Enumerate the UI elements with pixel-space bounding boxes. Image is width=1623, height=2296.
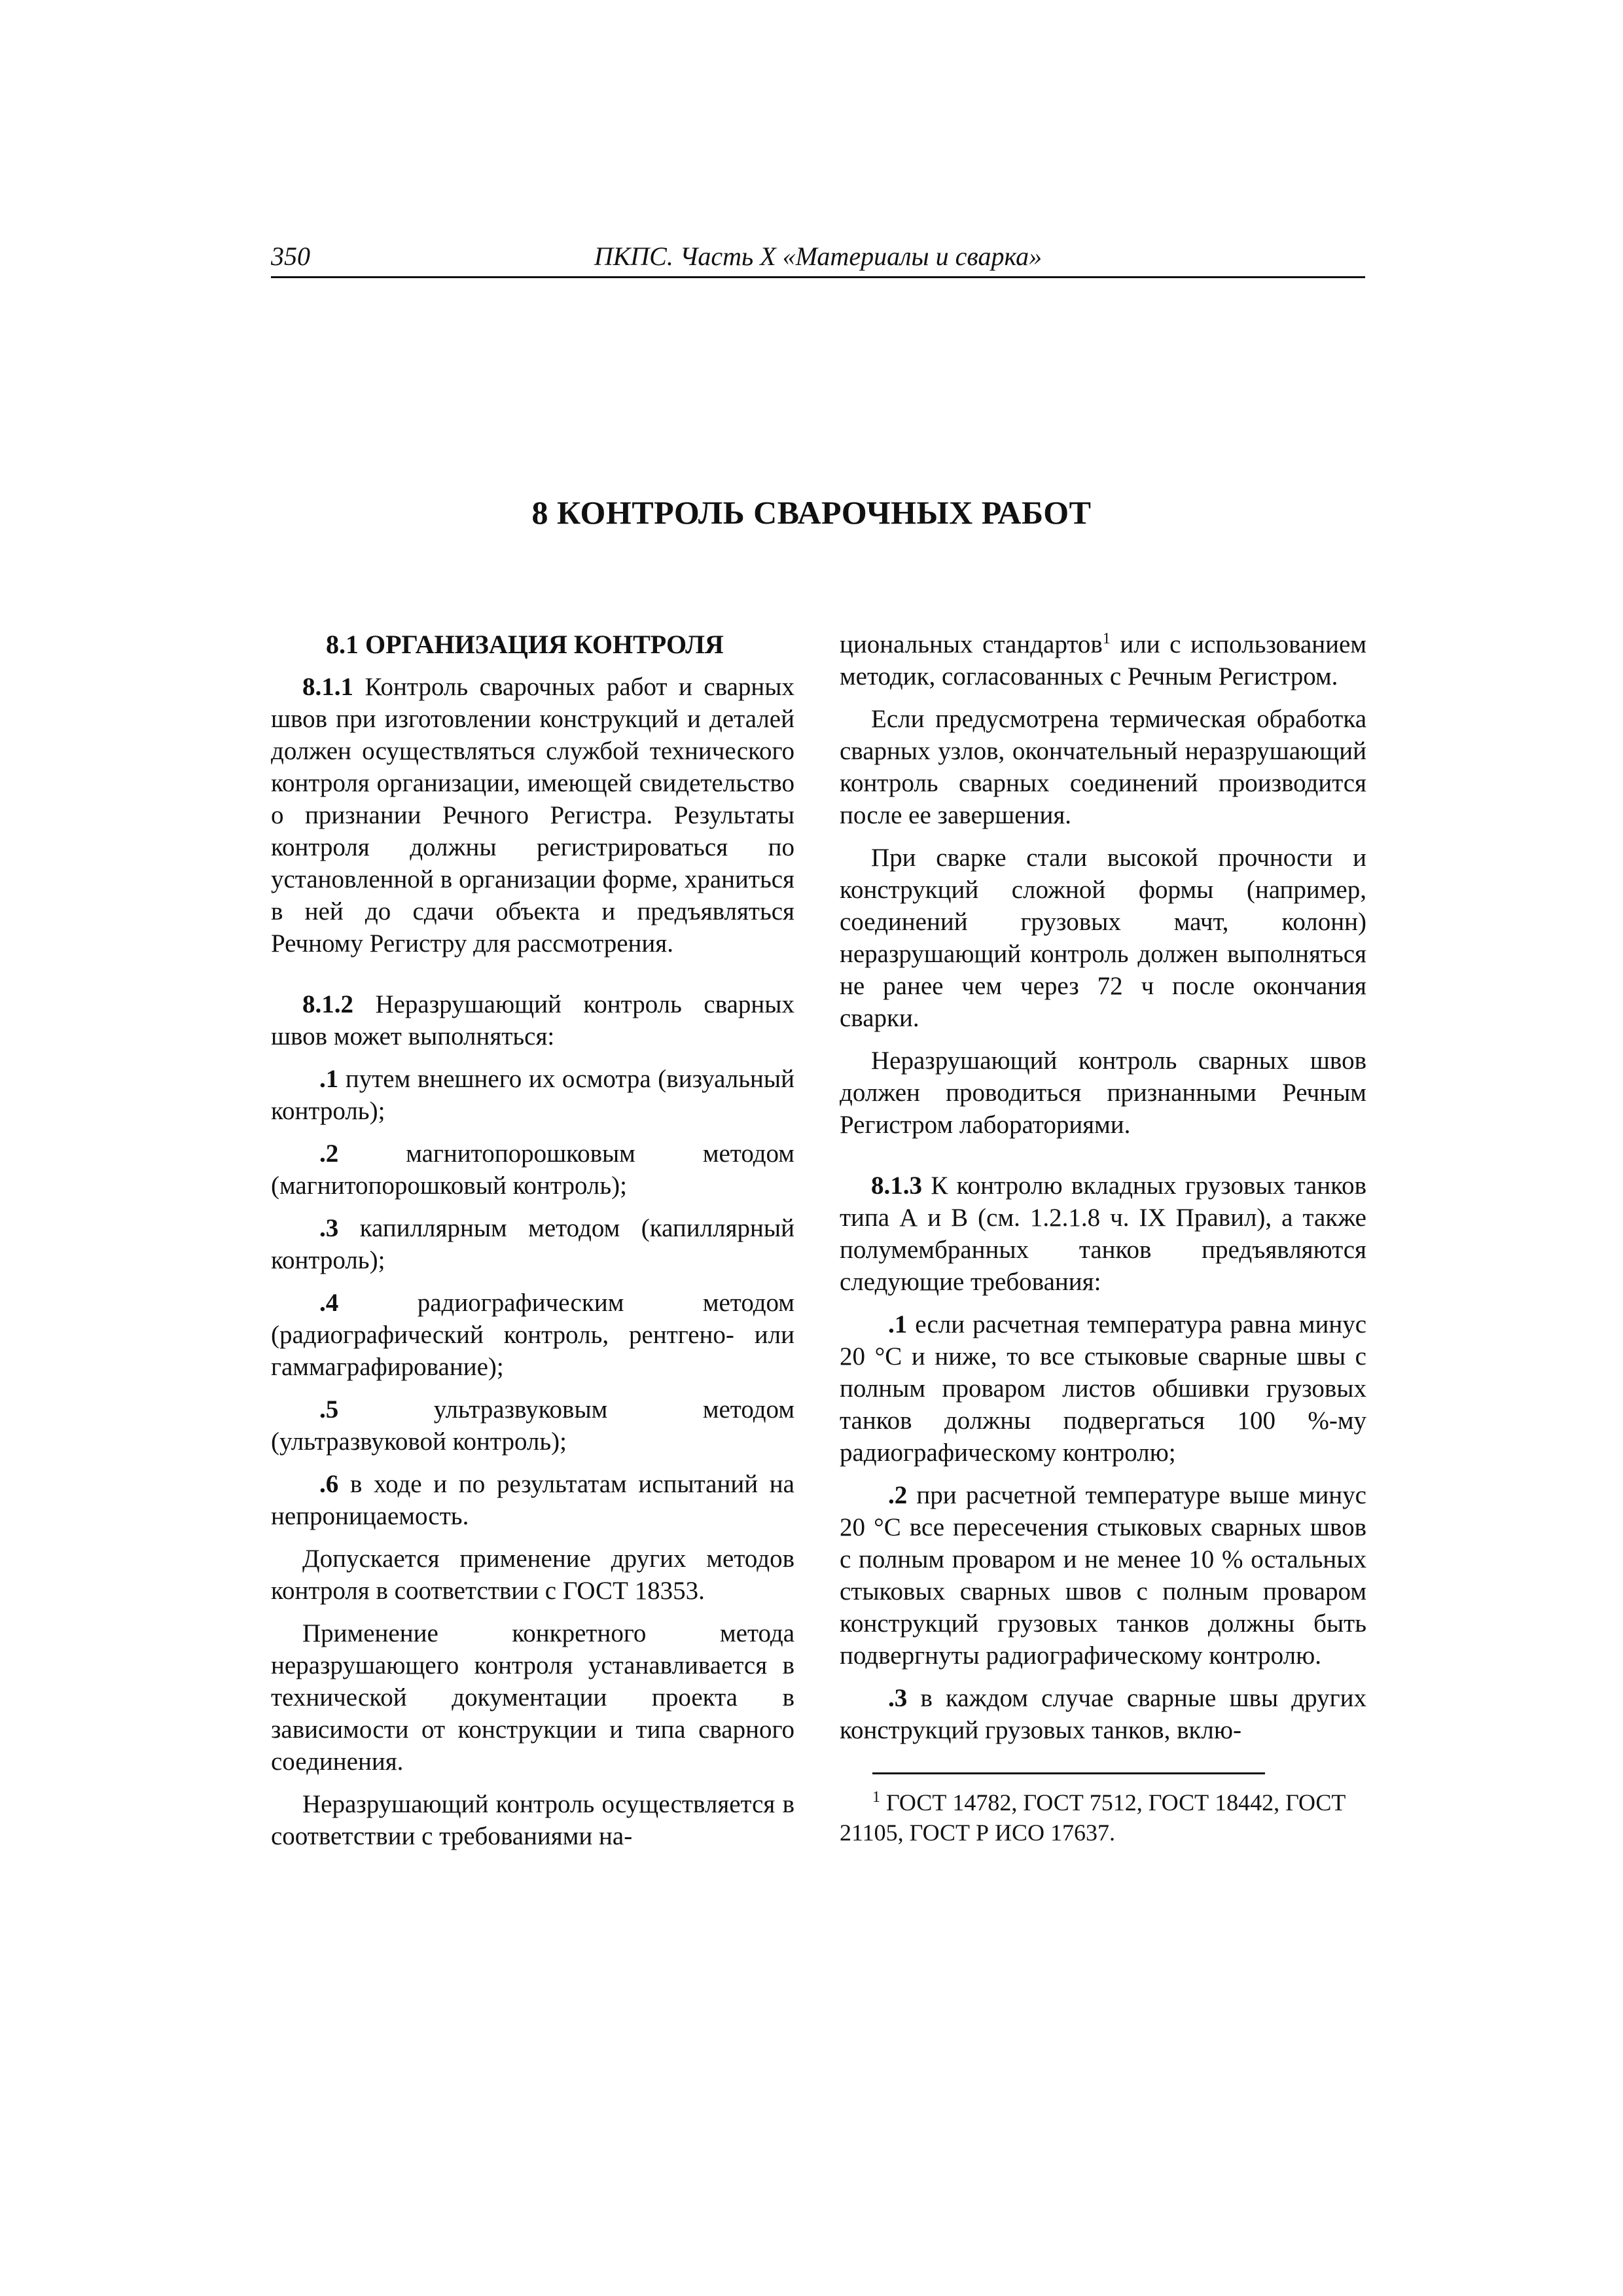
running-title: ПКПС. Часть X «Материалы и сварка» [594, 242, 1043, 271]
list-item [271, 1212, 794, 1276]
item-number: .3 [888, 1684, 908, 1712]
footnote-reference: 1 [1102, 630, 1111, 647]
footnote-text: ГОСТ 14782, ГОСТ 7512, ГОСТ 18442, ГОСТ 21105, ГОСТ Р ИСО 17637. [840, 1789, 1346, 1846]
item-number: .2 [888, 1481, 908, 1509]
item-text: если расчетная температура равна минус 20 °C и ниже, то все стыковые сварные швы с полным проваром листов обшивки грузовых танков должны подвергаться 100 %-му радиографическому контролю; [840, 1310, 1366, 1467]
paragraph-heat-treatment: Если предусмотрена термическая обработка сварных узлов, окончательный неразрушающий контроль сварных соединений производится после ее завершения. [840, 705, 1366, 829]
item-number: .2 [319, 1139, 339, 1168]
item-text: путем внешнего их осмотра (визуальный контроль); [271, 1065, 794, 1125]
item-number: .6 [319, 1470, 339, 1498]
item-text: в ходе и по результатам испытаний на непроницаемость. [271, 1470, 794, 1530]
item-text: радиографическим методом (радиографический контроль, рентгено- или гаммаграфирование); [271, 1289, 794, 1381]
paragraph-8-1-2 [271, 988, 794, 1052]
paragraph-other-methods: Допускается применение других методов контроля в соответствии с ГОСТ 18353. [271, 1545, 794, 1605]
chapter-title: 8 КОНТРОЛЬ СВАРОЧНЫХ РАБОТ [531, 494, 1092, 531]
clause-number: 8.1.2 [302, 990, 353, 1018]
paragraph-text: циональных стандартов [840, 630, 1103, 658]
footnote-divider [872, 1772, 1265, 1774]
right-column [840, 628, 1366, 1858]
list-item [271, 1063, 794, 1127]
paragraph-8-1-3 [840, 1170, 1366, 1298]
list-item [271, 1393, 794, 1458]
list-item [840, 1682, 1366, 1746]
left-column [271, 628, 794, 1863]
paragraph-text: или с использованием методик, согласованных с Речным Регистром. [840, 630, 1366, 691]
clause-number: 8.1.3 [871, 1172, 922, 1200]
footnote-mark: 1 [872, 1789, 880, 1806]
item-number: .3 [319, 1214, 339, 1242]
item-number: .4 [319, 1289, 339, 1317]
clause-number: 8.1.1 [302, 673, 353, 701]
item-number: .5 [319, 1395, 339, 1424]
paragraph-text: Контроль сварочных работ и сварных швов при изготовлении конструкций и деталей должен осуществляться службой технического контроля организации, имеющей свидетельство о признании Речного Регистра. Результаты контроля должны регистрироваться по установленной в организации форме, храниться в ней до сдачи объекта и предъявляться Речному Регистру для рассмотрения. [271, 673, 794, 958]
item-text: капиллярным методом (капиллярный контроль); [271, 1214, 794, 1274]
item-text: в каждом случае сварные швы других конструкций грузовых танков, вклю- [840, 1684, 1366, 1744]
paragraph-text: Неразрушающий контроль сварных швов может выполняться: [271, 990, 794, 1050]
paragraph-method-choice: Применение конкретного метода неразрушающего контроля устанавливается в технической документации проекта в зависимости от конструкции и типа сварного соединения. [271, 1619, 794, 1776]
item-number: .1 [319, 1065, 339, 1093]
paragraph-laboratories: Неразрушающий контроль сварных швов должен проводиться признанными Речным Регистром лабораториями. [840, 1047, 1366, 1139]
section-title: 8.1 ОРГАНИЗАЦИЯ КОНТРОЛЯ [326, 630, 724, 659]
paragraph-text: К контролю вкладных грузовых танков типа А и В (см. 1.2.1.8 ч. IX Правил), а также полумембранных танков предъявляются следующие требования: [840, 1172, 1366, 1296]
item-number: .1 [888, 1310, 908, 1338]
list-item [840, 1479, 1366, 1672]
item-text: магнитопорошковым методом (магнитопорошковый контроль); [271, 1139, 794, 1200]
item-text: ультразвуковым методом (ультразвуковой контроль); [271, 1395, 794, 1456]
item-text: при расчетной температуре выше минус 20 °C все пересечения стыковых сварных швов с полным проваром и не менее 10 % остальных стыковых сварных швов с полным проваром конструкций грузовых танков должны быть подвергнуты радиографическому контролю. [840, 1481, 1366, 1670]
paragraph-continuation [840, 628, 1366, 692]
list-item [840, 1308, 1366, 1469]
list-item [271, 1287, 794, 1383]
page-header [271, 237, 1365, 278]
list-item [271, 1138, 794, 1202]
paragraph-8-1-1 [271, 671, 794, 960]
page-number: 350 [271, 242, 310, 271]
paragraph-ndt-standards: Неразрушающий контроль осуществляется в соответствии с требованиями на- [271, 1790, 794, 1850]
list-item [271, 1468, 794, 1532]
paragraph-high-strength: При сварке стали высокой прочности и конструкций сложной формы (например, соединений грузовых мачт, колонн) неразрушающий контроль должен выполняться не ранее чем через 72 ч после окончания сварки. [840, 844, 1366, 1032]
footnote [840, 1787, 1366, 1848]
